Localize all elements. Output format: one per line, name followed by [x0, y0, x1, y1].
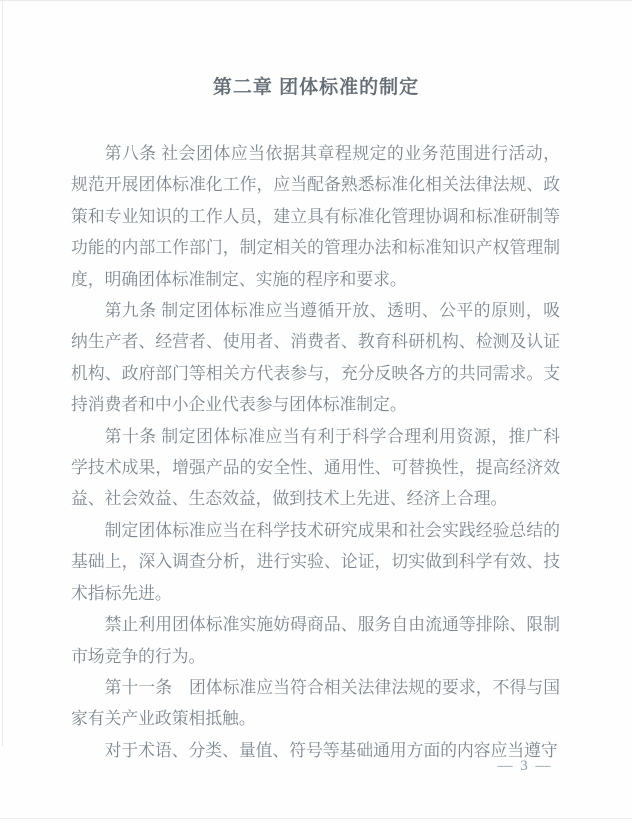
- paragraph-article-8: 第八条 社会团体应当依据其章程规定的业务范围进行活动，规范开展团体标准化工作，应当配备熟悉标准化相关法律法规、政策和专业知识的工作人员，建立具有标准化管理协调和标准研制等功能的内部工作部门，制定相关的管理办法和标准知识产权管理制度，明确团体标准制定、实施的程序和要求。: [71, 144, 560, 289]
- paragraph-prohibition: 禁止利用团体标准实施妨碍商品、服务自由流通等排除、限制市场竞争的行为。: [71, 615, 560, 666]
- page-number: — 3 —: [497, 758, 553, 774]
- scan-edge-bottom: [0, 818, 632, 819]
- document-body: [71, 138, 560, 766]
- paragraph-article-11: 第十一条 团体标准应当符合相关法律法规的要求，不得与国家有关产业政策相抵触。: [71, 677, 560, 729]
- scan-edge-left: [2, 0, 3, 746]
- paragraph-article-10-cont: 制定团体标准应当在科学技术研究成果和社会实践经验总结的基础上，深入调查分析，进行实验、论证，切实做到科学有效、技术指标先进。: [71, 520, 560, 603]
- paragraph-terms: 对于术语、分类、量值、符号等基础通用方面的内容应当遵守: [104, 740, 558, 760]
- chapter-title: 第二章 团体标准的制定: [212, 77, 420, 98]
- paragraph-article-10: 第十条 制定团体标准应当有利于科学合理利用资源，推广科学技术成果，增强产品的安全性、通用性、可替换性，提高经济效益、社会效益、生态效益，做到技术上先进、经济上合理。: [71, 426, 560, 509]
- paragraph-article-9: 第九条 制定团体标准应当遵循开放、透明、公平的原则，吸纳生产者、经营者、使用者、消费者、教育科研机构、检测及认证机构、政府部门等相关方代表参与，充分反映各方的共同需求。支持消费者和中小企业代表参与团体标准制定。: [71, 301, 560, 415]
- scan-edge-top: [0, 0, 632, 1]
